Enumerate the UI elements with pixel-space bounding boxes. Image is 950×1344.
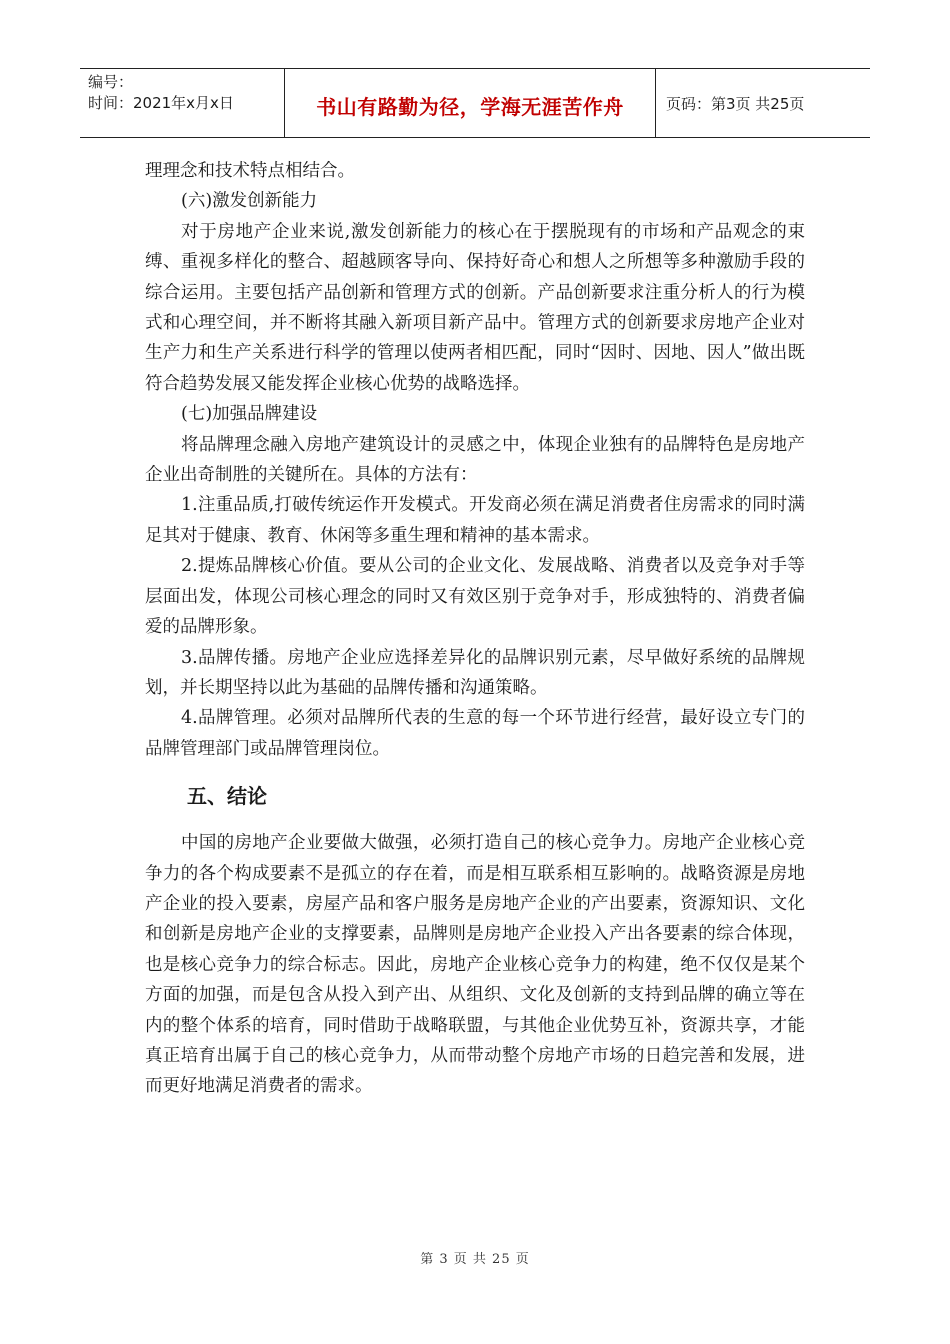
list-item-core-value: 2.提炼品牌核心价值。要从公司的企业文化、发展战略、消费者以及竞争对手等层面出发，体现公司核心理念的同时又有效区别于竞争对手，形成独特的、消费者偏爱的品牌形象。 — [145, 556, 805, 638]
header-motto: 书山有路勤为径，学海无涯苦作舟 — [316, 95, 624, 119]
header-meta-cell — [80, 69, 285, 137]
document-body — [145, 156, 805, 1102]
paragraph-conclusion: 中国的房地产企业要做大做强，必须打造自己的核心竞争力。房地产企业核心竞争力的各个构成要素不是孤立的存在着，而是相互联系相互影响的。战略资源是房地产企业的投入要素，房屋产品和客户服务是房地产企业的产出要素，资源知识、文化和创新是房地产企业的支撑要素，品牌则是房地产企业投入产出各要素的综合体现，也是核心竞争力的综合标志。因此，房地产企业核心竞争力的构建，绝不仅仅是某个方面的加强，而是包含从投入到产出、从组织、文化及创新的支持到品牌的确立等在内的整个体系的培育，同时借助于战略联盟，与其他企业优势互补，资源共享，才能真正培育出属于自己的核心竞争力，从而带动整个房地产市场的日趋完善和发展，进而更好地满足消费者的需求。 — [145, 833, 805, 1097]
list-item-brand-communication: 3.品牌传播。房地产企业应选择差异化的品牌识别元素，尽早做好系统的品牌规划，并长期坚持以此为基础的品牌传播和沟通策略。 — [145, 647, 805, 698]
page-header — [80, 68, 870, 138]
paragraph-brand-intro: 将品牌理念融入房地产建筑设计的灵感之中，体现企业独有的品牌特色是房地产企业出奇制胜的关键所在。具体的方法有： — [145, 434, 805, 486]
header-page-cell — [656, 69, 870, 137]
paragraph-innovation: 对于房地产企业来说,激发创新能力的核心在于摆脱现有的市场和产品观念的束缚、重视多样化的整合、超越顾客导向、保持好奇心和想人之所想等多种激励手段的综合运用。主要包括产品创新和管理方式的创新。产品创新要求注重分析人的行为模式和心理空间，并不断将其融入新项目新产品中。管理方式的创新要求房地产企业对生产力和生产关系进行科学的管理以使两者相匹配，同时“因时、因地、因人”做出既符合趋势发展又能发挥企业核心优势的战略选择。 — [145, 221, 805, 394]
header-page-info: 页码：第3页 共25页 — [666, 95, 805, 113]
section-heading-conclusion: 五、结论 — [187, 784, 267, 809]
subheading-innovation: (六)激发创新能力 — [181, 191, 318, 212]
page-footer: 第 3 页 共 25 页 — [420, 1252, 530, 1267]
document-number-label: 编号： — [88, 73, 134, 91]
header-motto-cell — [285, 69, 656, 137]
document-time-label: 时间：2021年x月x日 — [88, 94, 234, 112]
paragraph-continuation: 理理念和技术特点相结合。 — [145, 161, 355, 181]
list-item-quality: 1.注重品质,打破传统运作开发模式。开发商必须在满足消费者住房需求的同时满足其对于健康、教育、休闲等多重生理和精神的基本需求。 — [145, 495, 805, 546]
subheading-brand: (七)加强品牌建设 — [181, 404, 318, 425]
list-item-brand-management: 4.品牌管理。必须对品牌所代表的生意的每一个环节进行经营，最好设立专门的品牌管理部门或品牌管理岗位。 — [145, 708, 805, 759]
